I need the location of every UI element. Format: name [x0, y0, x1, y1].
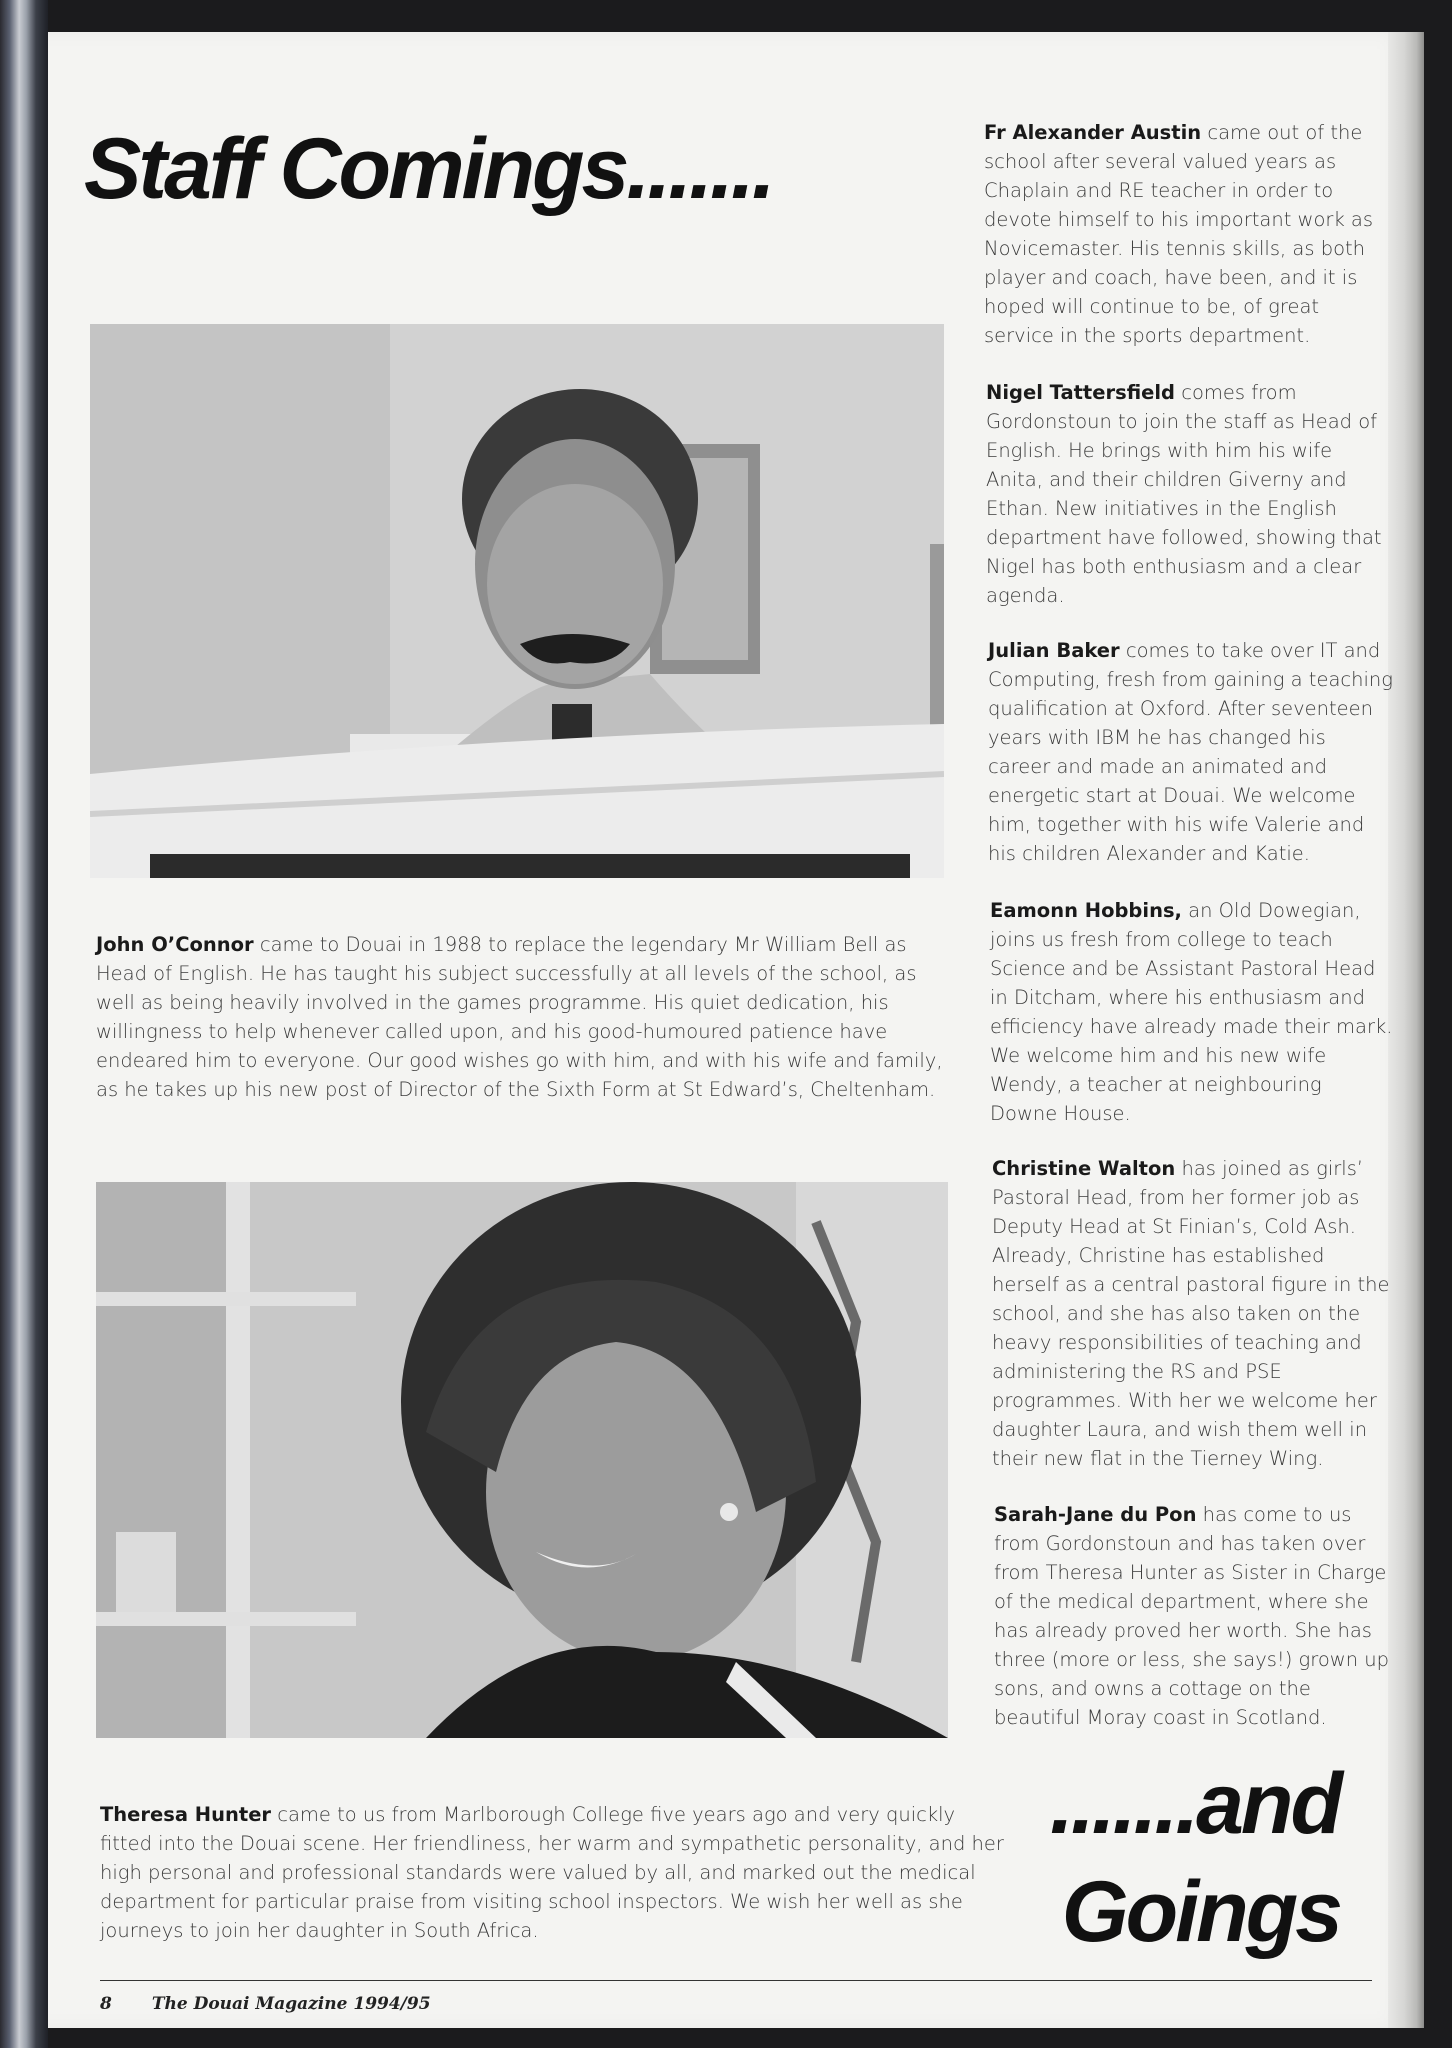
entry-alexander-austin	[984, 118, 1389, 350]
goings-line-2: Goings	[1061, 1864, 1340, 1960]
staff-name: Eamonn Hobbins,	[990, 899, 1182, 922]
staff-description: comes to take over IT and Computing, fresh from gaining a teaching qualification at Oxford. After seventeen years with IBM he has changed his career and made an animated and energetic start at Douai. We welcome him, together with his wife Valerie and his children Alexander and Katie.	[988, 639, 1393, 865]
entry-julian-baker	[988, 636, 1393, 868]
staff-description: has joined as girls’ Pastoral Head, from her former job as Deputy Head at St Finian’s, Cold Ash. Already, Christine has established herself as a central pastoral figure in the school, and she has also taken on the heavy responsibilities of teaching and administering the RS and PSE programmes. With her we welcome her daughter Laura, and wish them well in their new flat in the Tierney Wing.	[992, 1157, 1390, 1470]
page-number: 8	[100, 1994, 112, 2014]
entry-john-oconnor	[96, 930, 946, 1104]
footer-rule	[100, 1980, 1372, 1981]
staff-description: came to us from Marlborough College five years ago and very quickly fitted into the Douai scene. Her friendliness, her warm and sympathetic personality, and her high personal and professional standards were valued by all, and marked out the medical department for particular praise from visiting school inspectors. We wish her well as she journeys to join her daughter in South Africa.	[100, 1803, 1004, 1942]
entry-theresa-hunter	[100, 1800, 1004, 1945]
staff-description: has come to us from Gordonstoun and has taken over from Theresa Hunter as Sister in Charge of the medical department, where she has already proved her worth. She has three (more or less, she says!) grown up sons, and owns a cottage on the beautiful Moray coast in Scotland.	[994, 1503, 1389, 1729]
page-title: Staff Comings.......	[84, 121, 773, 217]
magazine-page	[48, 32, 1424, 2028]
photo-theresa-hunter	[96, 1182, 948, 1738]
staff-description: came out of the school after several valued years as Chaplain and RE teacher in order to devote himself to his important work as Novicemaster. His tennis skills, as both player and coach, have been, and it is hoped will continue to be, of great service in the sports department.	[984, 121, 1374, 347]
photo-john-oconnor	[90, 324, 944, 878]
goings-heading	[1050, 1750, 1340, 1966]
staff-name: Sarah-Jane du Pon	[994, 1503, 1197, 1526]
entry-nigel-tattersfield	[986, 378, 1391, 610]
staff-name: Theresa Hunter	[100, 1803, 272, 1826]
staff-description: comes from Gordonstoun to join the staff as Head of English. He brings with him his wife Anita, and their children Giverny and Ethan. New initiatives in the English department have followed, showing that Nigel has both enthusiasm and a clear agenda.	[986, 381, 1382, 607]
staff-description: came to Douai in 1988 to replace the legendary Mr William Bell as Head of English. He has taught his subject successfully at all levels of the school, as well as being heavily involved in the games programme. His quiet dedication, his willingness to help whenever called upon, and his good-humoured patience have endeared him to everyone. Our good wishes go with him, and with his wife and family, as he takes up his new post of Director of the Sixth Form at St Edward’s, Cheltenham.	[96, 933, 943, 1101]
entry-eamonn-hobbins	[990, 896, 1395, 1128]
staff-name: Christine Walton	[992, 1157, 1176, 1180]
staff-name: Julian Baker	[988, 639, 1120, 662]
staff-name: Fr Alexander Austin	[984, 121, 1202, 144]
staff-name: Nigel Tattersfield	[986, 381, 1176, 404]
staff-description: an Old Dowegian, joins us fresh from college to teach Science and be Assistant Pastoral Head in Ditcham, where his enthusiasm and efficiency have already made their mark. We welcome him and his new wife Wendy, a teacher at neighbouring Downe House.	[990, 899, 1393, 1125]
book-spine	[0, 0, 48, 2048]
entry-christine-walton	[992, 1154, 1397, 1473]
publication-title: The Douai Magazine 1994/95	[151, 1994, 431, 2014]
staff-name: John O’Connor	[96, 933, 254, 956]
goings-line-1: .......and	[1049, 1756, 1340, 1852]
page-footer	[100, 1994, 431, 2014]
entry-sarah-jane-du-pon	[994, 1500, 1399, 1732]
